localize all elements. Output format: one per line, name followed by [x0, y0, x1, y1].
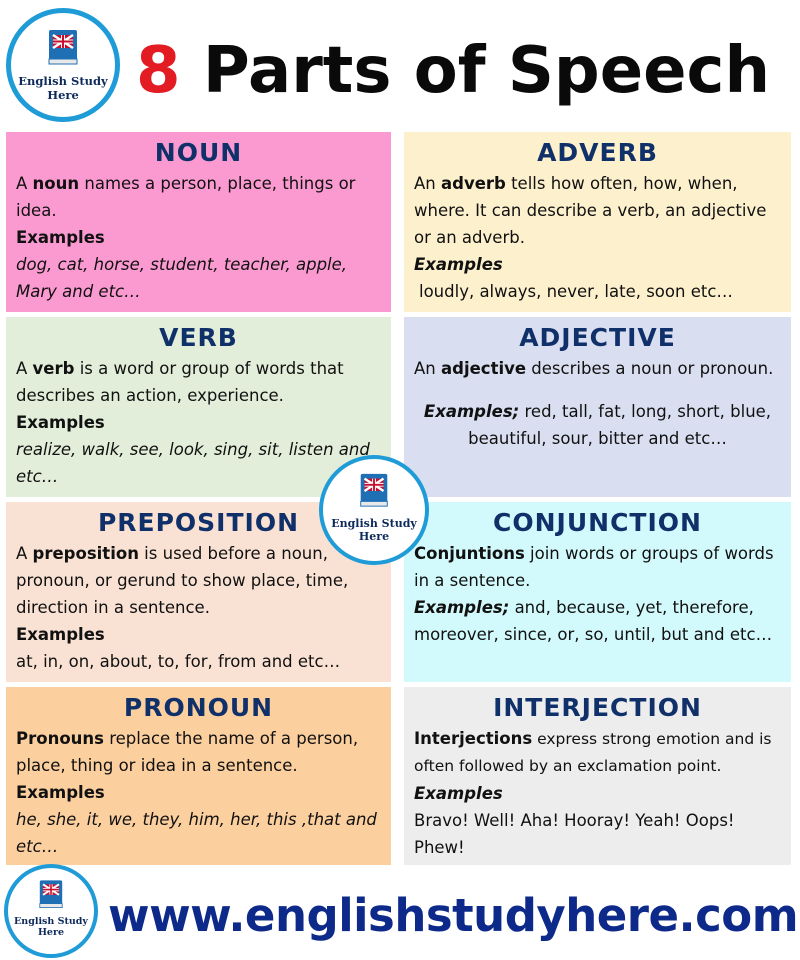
card-definition — [16, 355, 381, 409]
def-post: names a person, place, things or idea. — [16, 174, 356, 220]
card-heading: INTERJECTION — [493, 693, 702, 722]
examples-label: Examples — [414, 255, 503, 274]
page-title — [136, 26, 770, 116]
logo-text — [323, 517, 425, 543]
title-text: Parts of Speech — [202, 34, 771, 108]
examples-label: Examples — [16, 783, 105, 802]
card-heading: ADJECTIVE — [519, 323, 676, 352]
examples-text: at, in, on, about, to, for, from and etc… — [16, 652, 341, 671]
logo-line1: English Study — [14, 916, 88, 927]
def-post: tells how often, how, when, where. It can describe a verb, an adjective or an adverb. — [414, 174, 767, 247]
def-term: noun — [32, 174, 80, 193]
card-definition — [414, 355, 781, 382]
def-term: preposition — [32, 544, 139, 563]
examples-values: and, because, yet, therefore, moreover, since, or, so, until, but and etc… — [414, 598, 773, 644]
logo-line1: English Study — [18, 74, 108, 88]
card-definition — [414, 725, 781, 780]
def-post: express strong emotion and is often followed by an exclamation point. — [414, 730, 772, 775]
card-definition — [16, 725, 381, 779]
def-pre: A — [16, 544, 33, 563]
examples-values: red, tall, fat, long, short, blue, beautiful, sour, bitter and etc… — [468, 402, 772, 448]
card-pronoun — [6, 687, 391, 865]
book-flag-icon — [43, 27, 83, 67]
def-term: verb — [32, 359, 75, 378]
header — [0, 0, 800, 125]
footer-logo — [4, 864, 98, 958]
examples-text: realize, walk, see, look, sing, sit, listen and etc… — [16, 440, 370, 486]
center-logo — [319, 455, 429, 565]
card-heading: NOUN — [154, 138, 243, 167]
logo-line2: Here — [47, 87, 79, 102]
card-adverb — [404, 132, 791, 312]
card-adjective — [404, 317, 791, 497]
def-pre: A — [16, 174, 33, 193]
card-heading: CONJUNCTION — [493, 508, 702, 537]
def-pre: An — [414, 174, 441, 193]
examples-label: Examples — [16, 625, 105, 644]
def-term: Conjuntions — [414, 544, 525, 563]
card-heading: PREPOSITION — [97, 508, 300, 537]
card-heading: VERB — [159, 323, 238, 352]
def-pre: An — [414, 359, 441, 378]
logo-line2: Here — [358, 530, 390, 544]
examples-label: Examples — [414, 784, 503, 803]
title-number: 8 — [136, 34, 181, 108]
card-verb — [6, 317, 391, 497]
def-term: adverb — [441, 174, 506, 193]
examples-text: dog, cat, horse, student, teacher, apple, Mary and etc… — [16, 255, 348, 301]
footer-url: www.englishstudyhere.com — [108, 889, 799, 942]
examples-text: Bravo! Well! Aha! Hooray! Yeah! Oops! Phew! — [414, 811, 735, 857]
examples-text — [414, 594, 781, 648]
book-flag-icon — [35, 878, 67, 910]
book-flag-icon — [355, 471, 393, 509]
def-pre: A — [16, 359, 33, 378]
card-definition — [414, 170, 781, 251]
def-post: replace the name of a person, place, thing or idea in a sentence. — [16, 729, 359, 775]
card-interjection — [404, 687, 791, 865]
examples-label: Examples — [16, 228, 105, 247]
def-post: describes a noun or pronoun. — [526, 359, 774, 378]
card-definition — [16, 170, 381, 224]
def-term: Pronouns — [16, 729, 104, 748]
logo-text — [8, 916, 94, 939]
card-definition — [16, 540, 381, 621]
card-heading: ADVERB — [537, 138, 658, 167]
def-post: join words or groups of words in a sentence. — [414, 544, 774, 590]
def-term: adjective — [441, 359, 527, 378]
logo — [6, 8, 120, 122]
examples-text: loudly, always, never, late, soon etc… — [419, 282, 733, 301]
card-definition — [414, 540, 781, 594]
examples-text — [414, 398, 781, 452]
examples-label: Examples; — [414, 598, 510, 617]
def-post: is a word or group of words that describes an action, experience. — [16, 359, 344, 405]
examples-label: Examples; — [423, 402, 520, 421]
logo-text — [11, 75, 115, 103]
examples-text: he, she, it, we, they, him, her, this ,that and etc… — [16, 810, 377, 856]
card-noun — [6, 132, 391, 312]
examples-label: Examples — [16, 413, 105, 432]
logo-line2: Here — [37, 927, 65, 939]
card-conjunction — [404, 502, 791, 682]
def-post: is used before a noun, pronoun, or gerund to show place, time, direction in a sentence. — [16, 544, 349, 617]
card-heading: PRONOUN — [123, 693, 274, 722]
logo-line1: English Study — [331, 517, 417, 530]
def-term: Interjections — [414, 729, 533, 748]
